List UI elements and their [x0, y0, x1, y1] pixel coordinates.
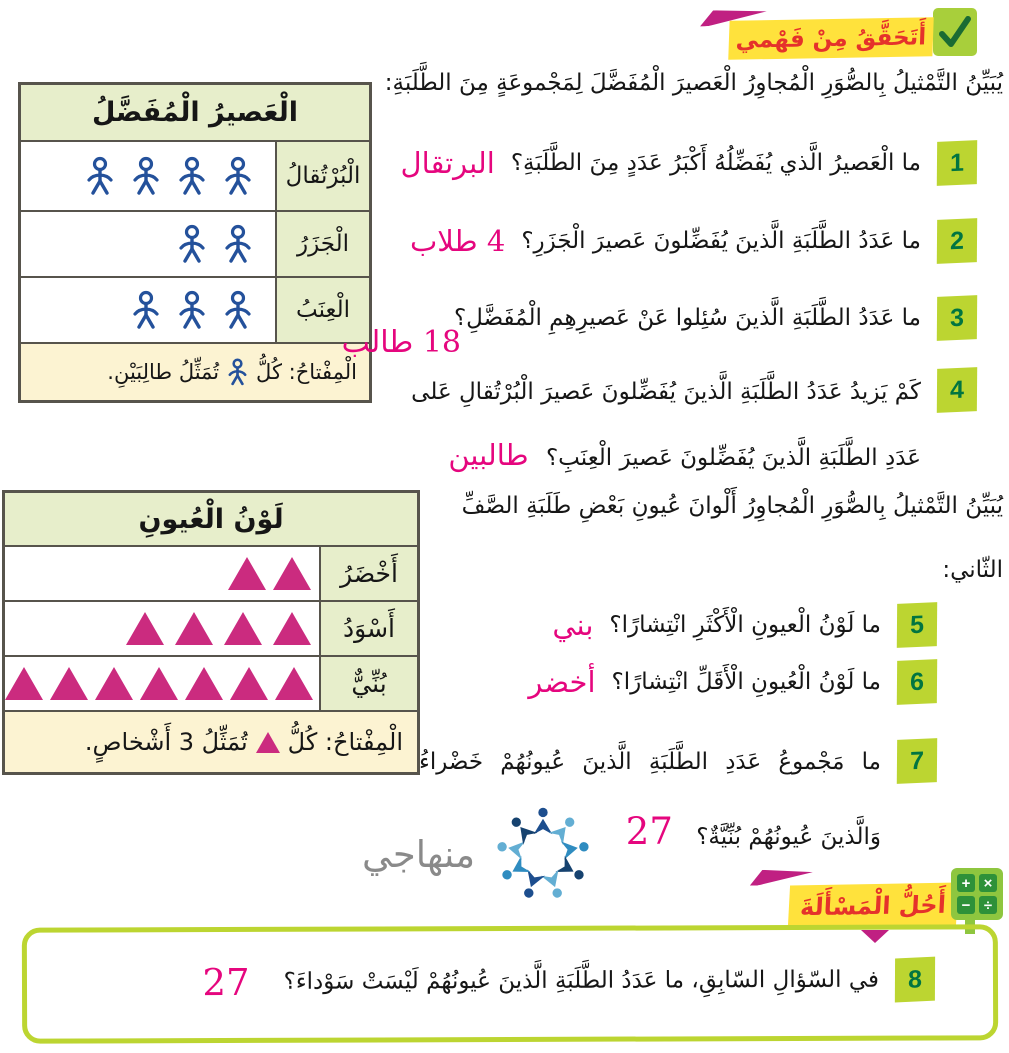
eye-table-key: [5, 710, 417, 772]
triangle-icon: [275, 667, 313, 700]
pictograph-icons: [21, 212, 275, 276]
question-8: [202, 958, 935, 1005]
question-number-badge: 1: [937, 140, 977, 186]
table-row-brown: [5, 655, 417, 710]
pictograph-icons: [21, 142, 275, 210]
key-suffix: تُمَثِّلُ 3 أَشْخاصٍ.: [84, 728, 248, 756]
table-row-black: [5, 600, 417, 655]
triangle-icon: [50, 667, 88, 700]
triangle-icon: [224, 612, 262, 645]
eye-table-title: لَوْنُ الْعُيونِ: [5, 493, 417, 545]
question-1: [401, 141, 977, 185]
person-icon: [223, 290, 253, 330]
person-icon: [223, 224, 253, 264]
question-text: ما لَوْنُ الْعُيونِ الْأَقَلِّ انْتِشارًا؟: [611, 668, 881, 695]
triangle-icon: [5, 667, 43, 700]
handwritten-answer-q3: 18 طالب: [341, 325, 461, 360]
pictograph-icons: [21, 278, 275, 342]
question-number-badge: 4: [937, 367, 977, 413]
checkmark-box: [933, 8, 977, 56]
triangle-icon: [140, 667, 178, 700]
table-row-orange: [21, 140, 369, 210]
manhaji-logo: [362, 802, 597, 906]
table-row-carrot: [21, 210, 369, 276]
calc-multiply-key: ×: [979, 874, 997, 892]
juice-intro-text: يُبَيِّنُ التَّمْثيلُ بِالصُّوَرِ الْمُجاوِرُ الْعَصيرَ الْمُفَضَّلَ لِمَجْموعَةٍ مِنَ الطَّلَبَةِ:: [384, 70, 1003, 96]
check-understanding-label: [728, 17, 934, 60]
question-text: في السّؤالِ السّابِقِ، ما عَدَدُ الطَّلَبَةِ الَّذينَ عُيونُهُمْ لَيْسَتْ سَوْداءَ؟: [283, 966, 880, 995]
handwritten-answer: 4 طلاب: [409, 224, 506, 258]
manhaji-logo-text: منهاجي: [362, 832, 476, 876]
question-2: [410, 219, 977, 263]
row-label: أَخْضَرُ: [319, 547, 417, 600]
question-number-badge: 5: [897, 602, 937, 648]
calc-divide-key: ÷: [979, 896, 997, 914]
calc-minus-key: −: [957, 896, 975, 914]
triangle-icon: [126, 612, 164, 645]
banner-text: أَتَحَقَّقُ مِنْ فَهْمي: [735, 23, 927, 54]
row-label: أَسْوَدُ: [319, 602, 417, 655]
triangle-key-icon: [256, 732, 280, 753]
handwritten-answer: 27: [202, 960, 250, 1004]
person-key-icon: [227, 358, 248, 386]
triangle-icon: [230, 667, 268, 700]
question-4: [381, 364, 977, 491]
row-label: الْجَزَرُ: [275, 212, 369, 276]
person-icon: [177, 224, 207, 264]
pictograph-icons: [5, 657, 319, 710]
triangle-icon: [185, 667, 223, 700]
question-number-badge: 3: [937, 295, 977, 341]
pictograph-icons: [5, 547, 319, 600]
row-label: الْعِنَبُ: [275, 278, 369, 342]
handwritten-answer: البرتقال: [400, 146, 495, 180]
question-number-badge: 8: [895, 957, 935, 1003]
triangle-icon: [95, 667, 133, 700]
question-text: ما الْعَصيرُ الَّذي يُفَضِّلُهُ أَكْبَرُ عَدَدٍ مِنَ الطَّلَبَةِ؟: [510, 149, 921, 176]
triangle-icon: [228, 557, 266, 590]
question-number-badge: 7: [897, 738, 937, 784]
manhaji-logo-emblem: [489, 802, 597, 906]
handwritten-answer: طالبين: [448, 438, 529, 473]
question-text: كَمْ يَزيدُ عَدَدُ الطَّلَبَةِ الَّذينَ يُفَضِّلونَ عَصيرَ الْبُرْتُقالِ عَلى عَدَدِ الطَّلَبَةِ الَّذينَ يُفَضِّلونَ عَصيرَ الْعِنَبِ؟: [411, 379, 921, 472]
person-icon: [131, 156, 161, 196]
triangle-icon: [273, 557, 311, 590]
question-5: [552, 603, 937, 647]
question-3: [454, 296, 977, 340]
question-text: ما مَجْموعُ عَدَدِ الطَّلَبَةِ الَّذينَ عُيونُهُمْ خَضْراءُ وَالَّذينَ عُيونُهُمْ بُنِّيَّةٌ؟: [419, 749, 881, 851]
solve-problem-banner: [788, 883, 958, 930]
person-icon: [131, 290, 161, 330]
row-label: الْبُرْتُقالُ: [275, 142, 369, 210]
key-suffix: تُمَثِّلُ طالِبَيْنِ.: [107, 360, 220, 384]
key-prefix: الْمِفْتاحُ: كُلُّ: [256, 360, 357, 384]
calc-plus-key: +: [957, 874, 975, 892]
check-understanding-banner: [729, 8, 979, 58]
juice-table-title: الْعَصيرُ الْمُفَضَّلُ: [21, 85, 369, 140]
person-icon: [177, 156, 207, 196]
question-text: ما لَوْنُ الْعيونِ الْأَكْثَرِ انْتِشارًا؟: [609, 611, 881, 638]
eye-color-pictograph-table: [2, 490, 420, 775]
person-icon: [177, 290, 207, 330]
key-prefix: الْمِفْتاحُ: كُلُّ: [287, 728, 403, 756]
eyes-intro-text: يُبَيِّنُ التَّمْثيلُ بِالصُّوَرِ الْمُجاوِرُ أَلْوانَ عُيونِ بَعْضِ طَلَبَةِ الصَّفِّ الثّاني:: [461, 493, 1003, 584]
triangle-icon: [175, 612, 213, 645]
solve-problem-box: [22, 924, 998, 1043]
person-icon: [85, 156, 115, 196]
question-number-badge: 2: [937, 218, 977, 264]
question-number-badge: 6: [897, 659, 937, 705]
juice-pictograph-table: [18, 82, 372, 403]
handwritten-answer: بني: [552, 608, 594, 642]
juice-table-key: [21, 342, 369, 400]
row-label: بُنِّيٌّ: [319, 657, 417, 710]
question-text: ما عَدَدُ الطَّلَبَةِ الَّذينَ سُئِلوا عَنْ عَصيرِهِمِ الْمُفَضَّلِ؟: [453, 304, 921, 331]
table-row-grapes: [21, 276, 369, 342]
table-row-green: [5, 545, 417, 600]
question-text: ما عَدَدُ الطَّلَبَةِ الَّذينَ يُفَضِّلونَ عَصيرَ الْجَزَرِ؟: [521, 227, 921, 254]
triangle-icon: [273, 612, 311, 645]
handwritten-answer: 27: [625, 810, 673, 854]
question-6: [528, 660, 937, 704]
checkmark-icon: [937, 12, 973, 52]
handwritten-answer: أخضر: [528, 665, 596, 699]
person-icon: [223, 156, 253, 196]
pictograph-icons: [5, 602, 319, 655]
banner-text: أَحُلُّ الْمَسْأَلَةَ: [799, 890, 947, 922]
